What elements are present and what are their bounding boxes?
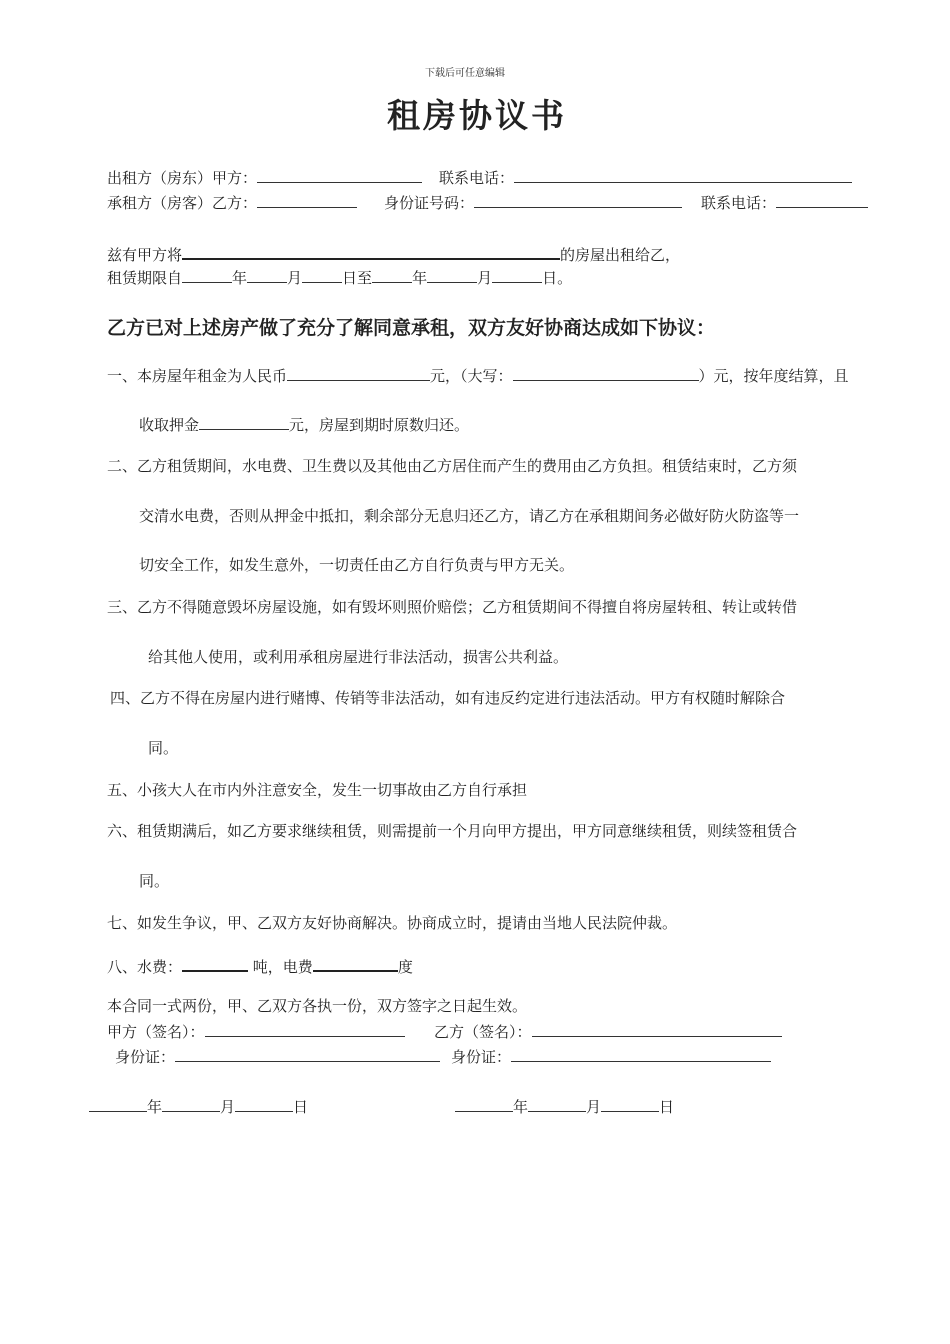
clause-8-text: 吨，电费	[252, 958, 313, 976]
clause-2-line-2: 交清水电费，否则从押金中抵扣，剩余部分无息归还乙方，请乙方在承租期间务必做好防火防盗等一	[139, 507, 800, 525]
effect-statement: 本合同一式两份，甲、乙双方各执一份，双方签字之日起生效。	[107, 997, 528, 1015]
date-b-day-field[interactable]	[601, 1097, 659, 1112]
lessee-id-line	[384, 193, 682, 212]
annual-rent-words-field[interactable]	[513, 366, 699, 381]
water-usage-field[interactable]	[182, 956, 248, 972]
term-line	[107, 268, 572, 287]
date-b-month-label: 月	[586, 1098, 602, 1116]
premises-prefix: 兹有甲方将	[107, 246, 183, 264]
term-year-label: 年	[232, 269, 248, 287]
lessee-name-field[interactable]	[257, 193, 357, 208]
lessee-phone-label: 联系电话：	[701, 194, 777, 212]
term-end-month-field[interactable]	[427, 268, 477, 283]
term-end-day-field[interactable]	[492, 268, 542, 283]
term-day-to-label: 日至	[342, 269, 373, 287]
term-start-month-field[interactable]	[247, 268, 287, 283]
id-b-label: 身份证：	[451, 1048, 512, 1066]
term-end-day-label: 日。	[542, 269, 573, 287]
party-b-sign-label: 乙方（签名）：	[434, 1023, 532, 1041]
lessor-line	[107, 168, 422, 187]
clause-3-line-1: 三、乙方不得随意毁坏房屋设施，如有毁坏则照价赔偿；乙方租赁期间不得擅自将房屋转租、转让或转借	[107, 598, 798, 616]
clause-2-line-3: 切安全工作，如发生意外，一切责任由乙方自行负责与甲方无关。	[139, 556, 575, 574]
term-start-day-field[interactable]	[302, 268, 342, 283]
lessee-id-label: 身份证号码：	[384, 194, 475, 212]
clause-1-text: 一、本房屋年租金为人民币	[107, 367, 288, 385]
party-a-signature-field[interactable]	[205, 1022, 405, 1037]
date-a-line	[89, 1097, 308, 1116]
clause-4-line-1: 四、乙方不得在房屋内进行赌博、传销等非法活动，如有违反约定进行违法活动。甲方有权随时解除合	[110, 689, 786, 707]
lessor-label: 出租方（房东）甲方：	[107, 169, 258, 187]
electricity-usage-field[interactable]	[313, 956, 398, 972]
date-a-month-field[interactable]	[162, 1097, 220, 1112]
term-end-year-field[interactable]	[372, 268, 412, 283]
clause-8	[107, 956, 413, 976]
clause-1-text: 收取押金	[139, 416, 200, 434]
clause-5: 五、小孩大人在市内外注意安全，发生一切事故由乙方自行承担	[107, 781, 528, 799]
clause-2-line-1: 二、乙方租赁期间，水电费、卫生费以及其他由乙方居住而产生的费用由乙方负担。租赁结束时，乙方须	[107, 457, 798, 475]
party-a-sign-label: 甲方（签名）：	[107, 1023, 205, 1041]
lessor-phone-field[interactable]	[514, 168, 852, 183]
clause-8-text: 八、水费：	[107, 958, 183, 976]
lessee-phone-line	[701, 193, 868, 212]
header-note: 下载后可任意编辑	[425, 68, 505, 79]
clause-6-line-1: 六、租赁期满后，如乙方要求继续租赁，则需提前一个月向甲方提出，甲方同意继续租赁，则续签租赁合	[107, 822, 798, 840]
term-prefix: 租赁期限自	[107, 269, 183, 287]
date-b-year-field[interactable]	[455, 1097, 513, 1112]
clause-1-line-2	[139, 415, 469, 434]
date-a-year-label: 年	[147, 1098, 163, 1116]
clause-1-text: 元，房屋到期时原数归还。	[289, 416, 470, 434]
date-b-line	[455, 1097, 674, 1116]
lessee-id-field[interactable]	[474, 193, 682, 208]
lessee-label: 承租方（房客）乙方：	[107, 194, 258, 212]
id-a-label: 身份证：	[115, 1048, 176, 1066]
term-start-year-field[interactable]	[182, 268, 232, 283]
clause-1-line-1	[107, 366, 849, 385]
clause-8-text: 度	[397, 958, 413, 976]
party-a-sign-line	[107, 1022, 405, 1041]
clause-1-text: ）元，按年度结算，且	[698, 367, 849, 385]
term-end-year-label: 年	[412, 269, 428, 287]
clause-4-line-2: 同。	[148, 739, 179, 757]
id-b-field[interactable]	[511, 1047, 771, 1062]
document-title: 租房协议书	[387, 96, 567, 135]
party-b-sign-line	[434, 1022, 782, 1041]
date-b-month-field[interactable]	[528, 1097, 586, 1112]
id-a-field[interactable]	[175, 1047, 440, 1062]
clause-6-line-2: 同。	[139, 872, 170, 890]
premises-suffix: 的房屋出租给乙，	[560, 246, 681, 264]
term-end-month-label: 月	[477, 269, 493, 287]
annual-rent-field[interactable]	[287, 366, 430, 381]
date-a-day-field[interactable]	[235, 1097, 293, 1112]
clause-3-line-2: 给其他人使用，或利用承租房屋进行非法活动，损害公共利益。	[148, 648, 569, 666]
term-month-label: 月	[287, 269, 303, 287]
clause-7: 七、如发生争议，甲、乙双方友好协商解决。协商成立时，提请由当地人民法院仲裁。	[107, 914, 678, 932]
agreement-heading: 乙方已对上述房产做了充分了解同意承租，双方友好协商达成如下协议：	[107, 317, 716, 339]
id-b-line	[451, 1047, 771, 1066]
date-a-year-field[interactable]	[89, 1097, 147, 1112]
lessor-phone-label: 联系电话：	[439, 169, 515, 187]
premises-address-field[interactable]	[182, 244, 560, 260]
id-a-line	[115, 1047, 440, 1066]
premises-line	[107, 244, 680, 264]
date-a-day-label: 日	[293, 1098, 309, 1116]
clause-1-text: 元，（大写：	[430, 367, 513, 385]
date-b-year-label: 年	[513, 1098, 529, 1116]
deposit-field[interactable]	[199, 415, 289, 430]
date-b-day-label: 日	[659, 1098, 675, 1116]
lessee-phone-field[interactable]	[776, 193, 868, 208]
lessor-phone-line	[439, 168, 852, 187]
lessor-name-field[interactable]	[257, 168, 422, 183]
date-a-month-label: 月	[220, 1098, 236, 1116]
lessee-line	[107, 193, 357, 212]
party-b-signature-field[interactable]	[532, 1022, 782, 1037]
